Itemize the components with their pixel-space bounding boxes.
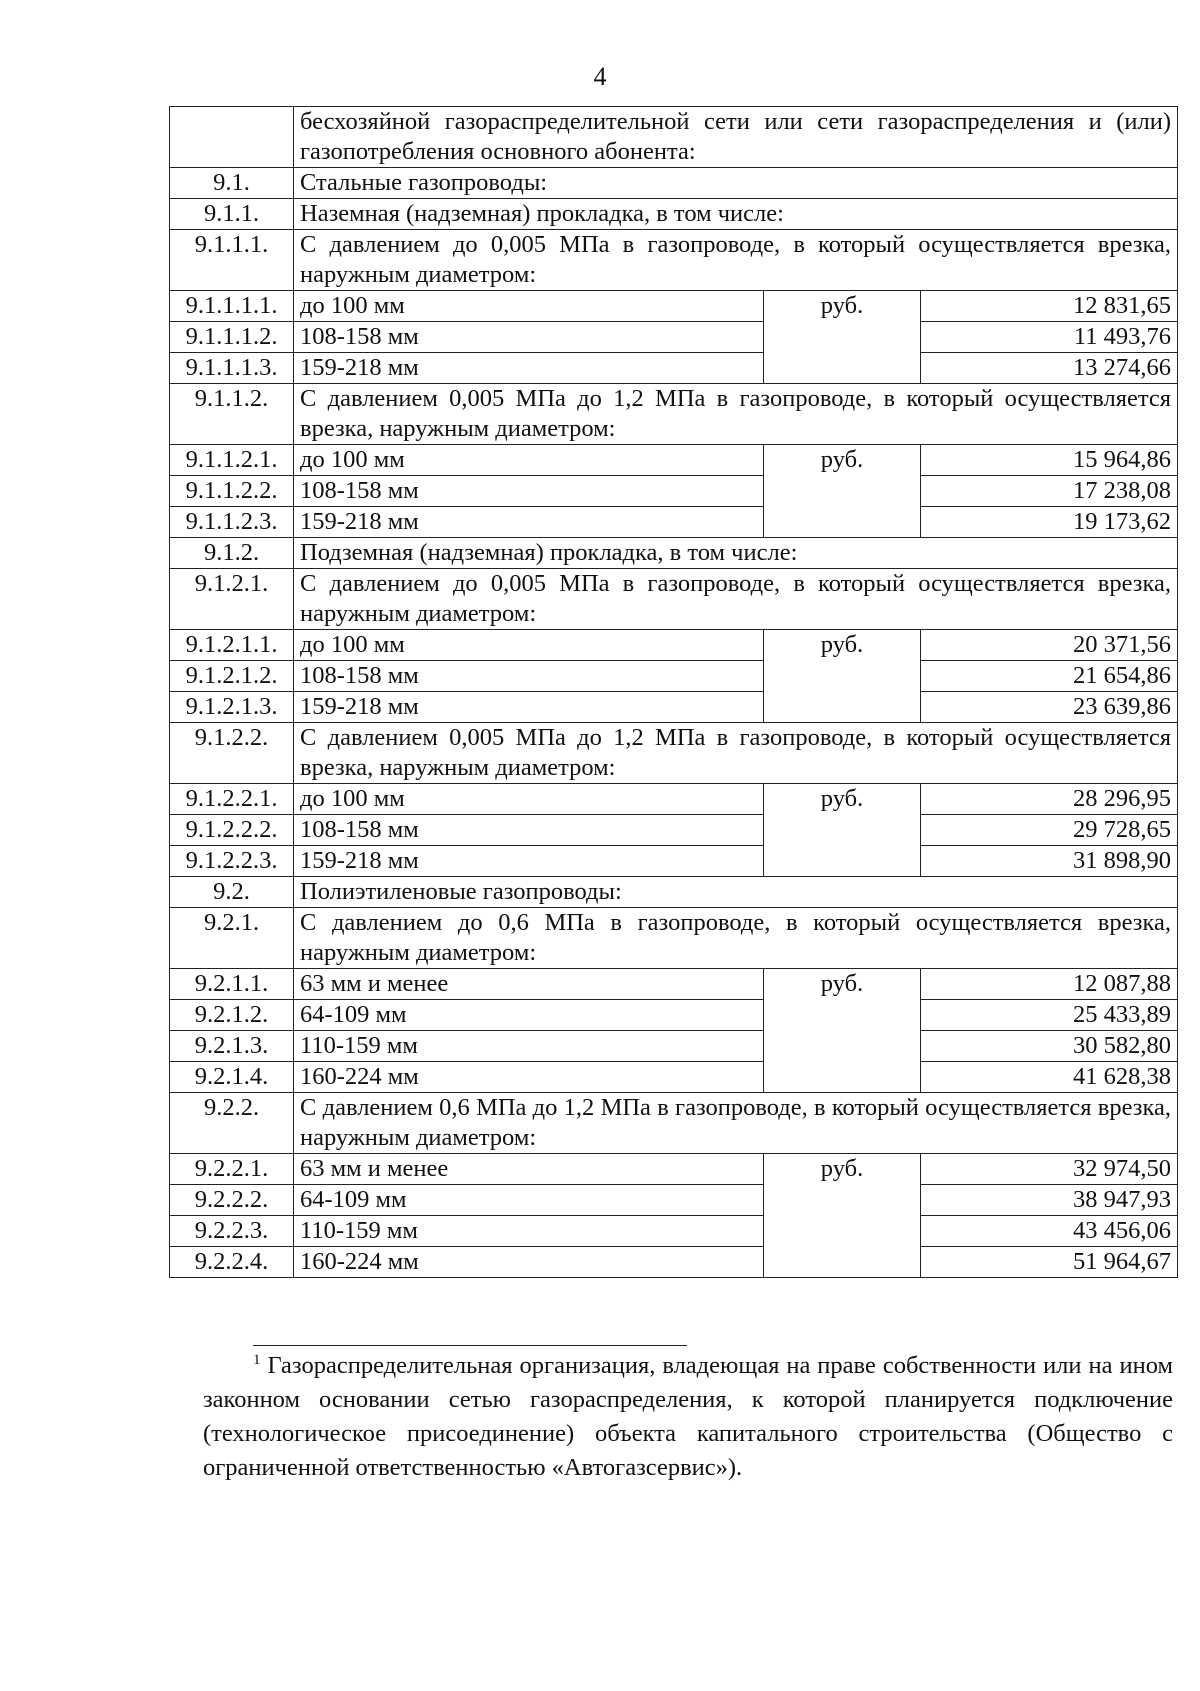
row-description: 108-158 мм — [294, 815, 764, 846]
row-code: 9.2.2.2. — [170, 1185, 294, 1216]
row-description: 160-224 мм — [294, 1247, 764, 1278]
row-description: 64-109 мм — [294, 1185, 764, 1216]
tariff-table-body — [170, 107, 1178, 1278]
table-row — [170, 199, 1178, 230]
row-price: 11 493,76 — [921, 322, 1178, 353]
row-code: 9.1. — [170, 168, 294, 199]
table-row — [170, 445, 1178, 476]
footnote-text: Газораспределительная организация, владеющая на праве собственности или на ином законном основании сетью газораспределения, к которой планируется подключение (технологическое присоединение) объекта капитального строительства (Общество с ограниченной ответственностью «Автогазсервис»). — [203, 1352, 1174, 1481]
table-row — [170, 661, 1178, 692]
row-code: 9.2.2.4. — [170, 1247, 294, 1278]
row-price: 32 974,50 — [921, 1154, 1178, 1185]
footnote-separator — [253, 1345, 687, 1346]
row-unit: руб. — [764, 291, 921, 384]
row-description: до 100 мм — [294, 291, 764, 322]
row-code: 9.1.2.2.2. — [170, 815, 294, 846]
table-row — [170, 1247, 1178, 1278]
table-row — [170, 538, 1178, 569]
intro-text-cell: бесхозяйной газораспределительной сети или сети газораспределения и (или) газопотребления основного абонента: — [294, 107, 1178, 168]
tariff-table — [169, 106, 1178, 1278]
row-code: 9.1.1. — [170, 199, 294, 230]
row-price: 23 639,86 — [921, 692, 1178, 723]
row-price: 21 654,86 — [921, 661, 1178, 692]
table-row — [170, 723, 1178, 784]
row-code: 9.1.1.2. — [170, 384, 294, 445]
table-row — [170, 107, 1178, 168]
row-price: 41 628,38 — [921, 1062, 1178, 1093]
table-row — [170, 630, 1178, 661]
table-row — [170, 1062, 1178, 1093]
row-code: 9.1.1.1.3. — [170, 353, 294, 384]
row-code: 9.1.1.2.1. — [170, 445, 294, 476]
row-code: 9.2.1.4. — [170, 1062, 294, 1093]
table-row — [170, 1000, 1178, 1031]
row-description: С давлением 0,005 МПа до 1,2 МПа в газопроводе, в который осуществляется врезка, наружным диаметром: — [294, 384, 1178, 445]
row-description: Стальные газопроводы: — [294, 168, 1178, 199]
row-description: 108-158 мм — [294, 661, 764, 692]
table-row — [170, 569, 1178, 630]
row-description: 160-224 мм — [294, 1062, 764, 1093]
row-price: 20 371,56 — [921, 630, 1178, 661]
row-description: С давлением до 0,005 МПа в газопроводе, в который осуществляется врезка, наружным диаметром: — [294, 230, 1178, 291]
table-row — [170, 908, 1178, 969]
row-price: 38 947,93 — [921, 1185, 1178, 1216]
row-description: 110-159 мм — [294, 1216, 764, 1247]
row-price: 30 582,80 — [921, 1031, 1178, 1062]
row-code: 9.2.1. — [170, 908, 294, 969]
table-row — [170, 291, 1178, 322]
table-row — [170, 969, 1178, 1000]
row-unit: руб. — [764, 784, 921, 877]
row-description: 159-218 мм — [294, 846, 764, 877]
row-code: 9.1.2.1. — [170, 569, 294, 630]
row-description: 63 мм и менее — [294, 1154, 764, 1185]
row-price: 12 831,65 — [921, 291, 1178, 322]
row-price: 51 964,67 — [921, 1247, 1178, 1278]
row-description: С давлением до 0,005 МПа в газопроводе, в который осуществляется врезка, наружным диаметром: — [294, 569, 1178, 630]
table-row — [170, 784, 1178, 815]
row-price: 28 296,95 — [921, 784, 1178, 815]
row-unit: руб. — [764, 969, 921, 1093]
row-code-cell — [170, 107, 294, 168]
table-row — [170, 1185, 1178, 1216]
row-description: 110-159 мм — [294, 1031, 764, 1062]
row-price: 17 238,08 — [921, 476, 1178, 507]
table-row — [170, 230, 1178, 291]
row-code: 9.1.2. — [170, 538, 294, 569]
row-price: 12 087,88 — [921, 969, 1178, 1000]
row-code: 9.2.1.3. — [170, 1031, 294, 1062]
row-price: 19 173,62 — [921, 507, 1178, 538]
page-number: 4 — [593, 62, 607, 91]
row-code: 9.1.1.1.1. — [170, 291, 294, 322]
row-code: 9.1.2.2.1. — [170, 784, 294, 815]
row-code: 9.1.2.1.2. — [170, 661, 294, 692]
row-description: 63 мм и менее — [294, 969, 764, 1000]
row-code: 9.2.2. — [170, 1093, 294, 1154]
row-code: 9.2.2.3. — [170, 1216, 294, 1247]
row-code: 9.1.1.1.2. — [170, 322, 294, 353]
row-description: до 100 мм — [294, 784, 764, 815]
row-description: до 100 мм — [294, 630, 764, 661]
row-description: 108-158 мм — [294, 322, 764, 353]
row-price: 31 898,90 — [921, 846, 1178, 877]
row-description: 108-158 мм — [294, 476, 764, 507]
row-unit: руб. — [764, 445, 921, 538]
row-description: 159-218 мм — [294, 353, 764, 384]
row-description: 64-109 мм — [294, 1000, 764, 1031]
row-code: 9.2.1.2. — [170, 1000, 294, 1031]
row-code: 9.2.1.1. — [170, 969, 294, 1000]
row-description: С давлением 0,6 МПа до 1,2 МПа в газопроводе, в который осуществляется врезка, наружным диаметром: — [294, 1093, 1178, 1154]
table-row — [170, 815, 1178, 846]
row-description: Наземная (надземная) прокладка, в том числе: — [294, 199, 1178, 230]
row-code: 9.1.1.2.3. — [170, 507, 294, 538]
row-code: 9.1.1.2.2. — [170, 476, 294, 507]
table-row — [170, 168, 1178, 199]
row-description: Подземная (надземная) прокладка, в том числе: — [294, 538, 1178, 569]
row-description: С давлением 0,005 МПа до 1,2 МПа в газопроводе, в который осуществляется врезка, наружным диаметром: — [294, 723, 1178, 784]
row-description: 159-218 мм — [294, 507, 764, 538]
row-description: С давлением до 0,6 МПа в газопроводе, в который осуществляется врезка, наружным диаметром: — [294, 908, 1178, 969]
row-description: Полиэтиленовые газопроводы: — [294, 877, 1178, 908]
table-row — [170, 1154, 1178, 1185]
row-price: 13 274,66 — [921, 353, 1178, 384]
table-row — [170, 846, 1178, 877]
table-row — [170, 353, 1178, 384]
row-description: до 100 мм — [294, 445, 764, 476]
table-row — [170, 476, 1178, 507]
table-row — [170, 692, 1178, 723]
row-unit: руб. — [764, 1154, 921, 1278]
row-code: 9.1.2.2. — [170, 723, 294, 784]
row-code: 9.2.2.1. — [170, 1154, 294, 1185]
row-code: 9.1.1.1. — [170, 230, 294, 291]
row-code: 9.1.2.1.1. — [170, 630, 294, 661]
row-description: 159-218 мм — [294, 692, 764, 723]
row-code: 9.1.2.2.3. — [170, 846, 294, 877]
row-code: 9.1.2.1.3. — [170, 692, 294, 723]
table-row — [170, 1031, 1178, 1062]
table-row — [170, 877, 1178, 908]
row-unit: руб. — [764, 630, 921, 723]
row-price: 43 456,06 — [921, 1216, 1178, 1247]
table-row — [170, 507, 1178, 538]
row-code: 9.2. — [170, 877, 294, 908]
footnote — [203, 1349, 1173, 1485]
table-row — [170, 1216, 1178, 1247]
row-price: 29 728,65 — [921, 815, 1178, 846]
table-row — [170, 322, 1178, 353]
footnote-mark: 1 — [253, 1351, 261, 1368]
row-price: 25 433,89 — [921, 1000, 1178, 1031]
row-price: 15 964,86 — [921, 445, 1178, 476]
table-row — [170, 1093, 1178, 1154]
table-row — [170, 384, 1178, 445]
